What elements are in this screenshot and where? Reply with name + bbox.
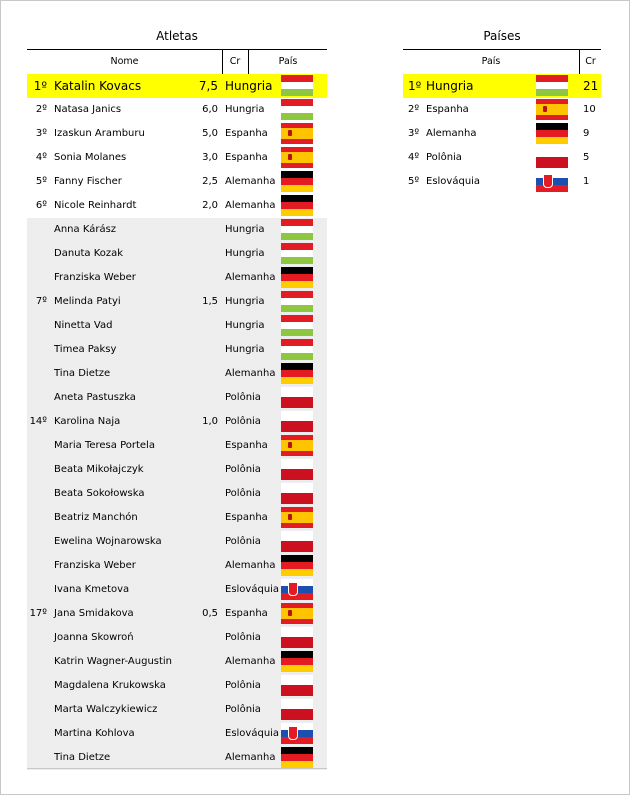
country-cell: Polônia (225, 680, 261, 691)
hungary-flag-icon (281, 219, 313, 240)
name-cell: Timea Paksy (54, 344, 117, 355)
rank-cell: 4º (35, 152, 47, 163)
table-row (27, 602, 327, 626)
hungary-flag-icon (281, 339, 313, 360)
table-row (27, 410, 327, 434)
country-cell: Eslováquia (225, 728, 280, 739)
rank-cell: 2º (35, 104, 47, 115)
country-cell: Alemanha (225, 176, 276, 187)
name-cell: Aneta Pastuszka (54, 392, 136, 403)
table-row (27, 482, 327, 506)
rank-cell: 1º (408, 79, 422, 93)
name-cell: Magdalena Krukowska (54, 680, 166, 691)
paises-header (403, 49, 601, 75)
country-cell: Alemanha (426, 128, 477, 139)
table-row (27, 458, 327, 482)
country-cell: Espanha (225, 128, 268, 139)
country-cell: Polônia (225, 632, 261, 643)
cr-cell: 3,0 (202, 152, 218, 163)
rank-cell: 6º (35, 200, 47, 211)
table-row (27, 98, 327, 122)
table-row (403, 74, 601, 98)
name-cell: Martina Kohlova (54, 728, 135, 739)
hungary-flag-icon (536, 75, 568, 96)
cr-cell: 0,5 (202, 608, 218, 619)
table-row (27, 266, 327, 290)
table-row (403, 122, 601, 146)
cr-cell: 1,5 (202, 296, 218, 307)
cr-cell: 1 (583, 176, 590, 187)
germany-flag-icon (281, 267, 313, 288)
country-cell: Alemanha (225, 752, 276, 763)
table-row (27, 578, 327, 602)
country-cell: Espanha (225, 608, 268, 619)
rank-cell: 2º (408, 104, 420, 115)
table-row (27, 122, 327, 146)
name-cell: Marta Walczykiewicz (54, 704, 158, 715)
slovakia-flag-icon (281, 723, 313, 744)
cr-cell: 2,5 (202, 176, 218, 187)
slovakia-flag-icon (281, 579, 313, 600)
germany-flag-icon (281, 747, 313, 768)
name-cell: Fanny Fischer (54, 176, 122, 187)
spain-flag-icon (281, 507, 313, 528)
rank-cell: 14º (29, 416, 47, 427)
table-row (27, 362, 327, 386)
header-pais: País (403, 50, 580, 74)
name-cell: Tina Dietze (54, 368, 111, 379)
name-cell: Ivana Kmetova (54, 584, 130, 595)
country-cell: Alemanha (225, 200, 276, 211)
cr-cell: 9 (583, 128, 590, 139)
table-row (403, 170, 601, 194)
country-cell: Polônia (225, 392, 261, 403)
table-row (27, 386, 327, 410)
cr-cell: 7,5 (198, 79, 218, 93)
rank-cell: 3º (408, 128, 420, 139)
spain-flag-icon (281, 435, 313, 456)
name-cell: Beata Sokołowska (54, 488, 145, 499)
table-row (27, 74, 327, 98)
poland-flag-icon (281, 699, 313, 720)
cr-cell: 1,0 (202, 416, 218, 427)
name-cell: Beatriz Manchón (54, 512, 138, 523)
country-cell: Espanha (225, 512, 268, 523)
germany-flag-icon (536, 123, 568, 144)
spain-flag-icon (281, 147, 313, 168)
country-cell: Espanha (225, 440, 268, 451)
name-cell: Melinda Patyi (54, 296, 121, 307)
name-cell: Ewelina Wojnarowska (54, 536, 162, 547)
table-row (27, 506, 327, 530)
germany-flag-icon (281, 171, 313, 192)
country-cell: Hungria (225, 296, 265, 307)
country-cell: Polônia (426, 152, 462, 163)
table-row (27, 314, 327, 338)
header-nome: Nome (27, 50, 223, 74)
name-cell: Tina Dietze (54, 752, 111, 763)
name-cell: Katalin Kovacs (54, 79, 142, 93)
hungary-flag-icon (281, 243, 313, 264)
name-cell: Karolina Naja (54, 416, 121, 427)
hungary-flag-icon (281, 75, 313, 96)
spain-flag-icon (281, 123, 313, 144)
country-cell: Alemanha (225, 368, 276, 379)
rank-cell: 7º (35, 296, 47, 307)
cr-cell: 2,0 (202, 200, 218, 211)
germany-flag-icon (281, 363, 313, 384)
country-cell: Espanha (225, 152, 268, 163)
header-cr: Cr (585, 56, 596, 67)
cr-cell: 10 (583, 104, 596, 115)
rank-cell: 3º (35, 128, 47, 139)
country-cell: Hungria (225, 104, 265, 115)
country-cell: Hungria (225, 344, 265, 355)
hungary-flag-icon (281, 99, 313, 120)
rank-cell: 17º (29, 608, 47, 619)
name-cell: Maria Teresa Portela (54, 440, 155, 451)
name-cell: Anna Kárász (54, 224, 117, 235)
country-cell: Alemanha (225, 272, 276, 283)
germany-flag-icon (281, 195, 313, 216)
country-cell: Polônia (225, 704, 261, 715)
poland-flag-icon (281, 387, 313, 408)
table-row (27, 290, 327, 314)
country-cell: Hungria (225, 79, 273, 93)
name-cell: Joanna Skowroń (54, 632, 134, 643)
cr-cell: 21 (583, 79, 599, 93)
name-cell: Ninetta Vad (54, 320, 113, 331)
name-cell: Franziska Weber (54, 560, 136, 571)
hungary-flag-icon (281, 315, 313, 336)
germany-flag-icon (281, 651, 313, 672)
cr-cell: 5 (583, 152, 590, 163)
spain-flag-icon (281, 603, 313, 624)
header-cr: Cr (222, 50, 249, 74)
hungary-flag-icon (281, 291, 313, 312)
table-bottom-border (27, 768, 327, 769)
country-cell: Eslováquia (426, 176, 481, 187)
cr-cell: 5,0 (202, 128, 218, 139)
name-cell: Natasa Janics (54, 104, 122, 115)
poland-flag-icon (281, 483, 313, 504)
country-cell: Hungria (225, 248, 265, 259)
table-row (403, 98, 601, 122)
country-cell: Hungria (225, 224, 265, 235)
rank-cell: 5º (35, 176, 47, 187)
name-cell: Jana Smidakova (54, 608, 134, 619)
poland-flag-icon (281, 459, 313, 480)
table-row (27, 698, 327, 722)
table-row (403, 146, 601, 170)
cr-cell: 6,0 (202, 104, 218, 115)
name-cell: Sonia Molanes (54, 152, 127, 163)
table-row (27, 338, 327, 362)
header-pais: País (278, 56, 298, 67)
table-row (27, 746, 327, 770)
table-row (27, 218, 327, 242)
rank-cell: 4º (408, 152, 420, 163)
table-row (27, 626, 327, 650)
country-cell: Polônia (225, 488, 261, 499)
table-row (27, 434, 327, 458)
name-cell: Nicole Reinhardt (54, 200, 137, 211)
table-row (27, 146, 327, 170)
spain-flag-icon (536, 99, 568, 120)
poland-flag-icon (281, 531, 313, 552)
name-cell: Izaskun Aramburu (54, 128, 145, 139)
paises-title: Países (483, 29, 521, 43)
country-cell: Alemanha (225, 560, 276, 571)
name-cell: Katrin Wagner-Augustin (54, 656, 173, 667)
country-cell: Polônia (225, 464, 261, 475)
name-cell: Danuta Kozak (54, 248, 124, 259)
country-cell: Hungria (225, 320, 265, 331)
poland-flag-icon (281, 411, 313, 432)
table-row (27, 242, 327, 266)
table-row (27, 554, 327, 578)
table-row (27, 650, 327, 674)
poland-flag-icon (281, 675, 313, 696)
rank-cell: 1º (33, 79, 47, 93)
rank-cell: 5º (408, 176, 420, 187)
slovakia-flag-icon (536, 171, 568, 192)
table-row (27, 194, 327, 218)
atletas-title: Atletas (156, 29, 198, 43)
atletas-header (27, 49, 327, 75)
table-row (27, 722, 327, 746)
name-cell: Franziska Weber (54, 272, 136, 283)
country-cell: Eslováquia (225, 584, 280, 595)
poland-flag-icon (536, 147, 568, 168)
poland-flag-icon (281, 627, 313, 648)
country-cell: Polônia (225, 536, 261, 547)
germany-flag-icon (281, 555, 313, 576)
country-cell: Alemanha (225, 656, 276, 667)
table-row (27, 674, 327, 698)
name-cell: Beata Mikołajczyk (54, 464, 144, 475)
country-cell: Espanha (426, 104, 469, 115)
table-row (27, 530, 327, 554)
country-cell: Polônia (225, 416, 261, 427)
country-cell: Hungria (426, 79, 474, 93)
table-row (27, 170, 327, 194)
